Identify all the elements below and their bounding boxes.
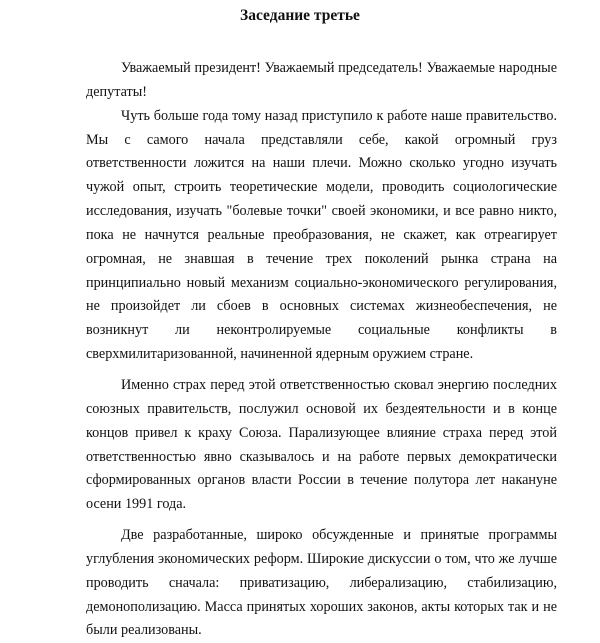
paragraph-1: Чуть больше года тому назад приступило к работе наше правительство. Мы с самого начала представляли себе, какой огромный груз ответственности ложится на наши плечи. Можно сколько угодно изучать чужой опыт, строить теоретические модели, проводить социологические исследования, изучать "болевые точки" своей экономики, и все равно никто, пока не начнутся реальные преобразования, не скажет, как отреагирует огромная, не знавшая в течение трех поколений рынка страна на принципиально новый механизм социально-экономического регулирования, не произойдет ли сбоев в основных системах жизнеобеспечения, не возникнут ли неконтролируемые социальные конфликты в сверхмилитаризованной, начиненной ядерным оружием стране. <box>86 107 557 363</box>
document-title: Заседание третье <box>240 7 360 24</box>
paragraph-greeting: Уважаемый президент! Уважаемый председатель! Уважаемые народные депутаты! <box>86 60 557 100</box>
paragraph-2: Именно страх перед этой ответственностью сковал энергию последних союзных правительств, послужил основой их бездеятельности и в конце концов привел к краху Союза. Парализующее влияние страха перед этой ответственностью явно сказывалось и на работе первых демократически сформированных органов власти России в течение полутора лет накануне осени 1991 года. <box>86 376 557 513</box>
document-body <box>86 57 557 643</box>
paragraph-3: Две разработанные, широко обсужденные и принятые программы углубления экономических реформ. Широкие дискуссии о том, что же лучше проводить сначала: приватизацию, либерализацию, стабилизацию, демонополизацию. Масса принятых хороших законов, акты которых так и не были реализованы. <box>86 527 557 639</box>
